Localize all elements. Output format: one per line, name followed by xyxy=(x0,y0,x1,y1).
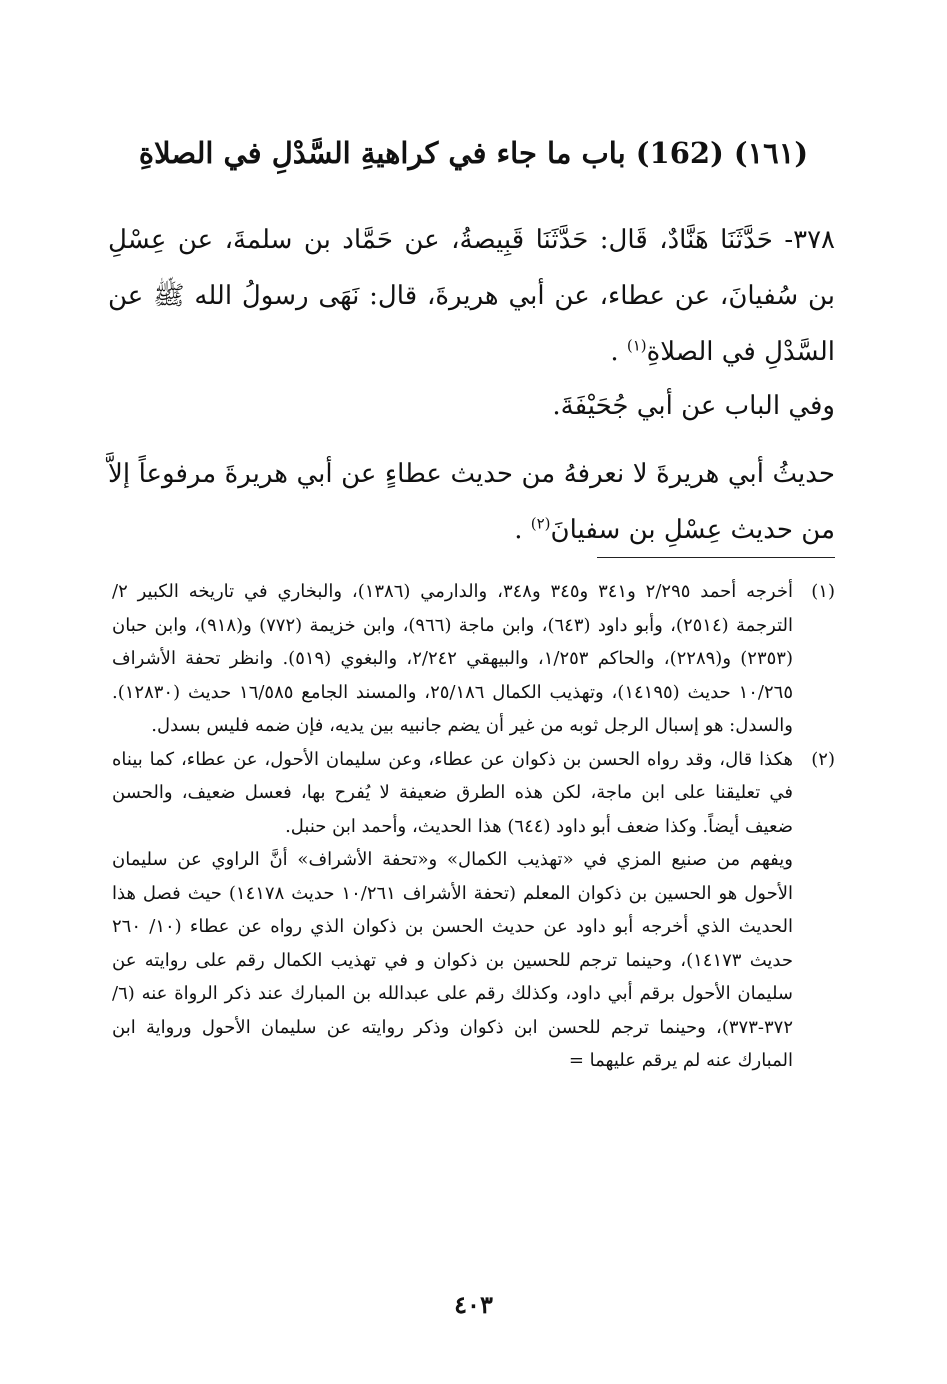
footnote-2 xyxy=(112,743,835,844)
footnote-body xyxy=(112,575,793,743)
footnote-separator xyxy=(597,557,835,558)
footnote-text: أخرجه أحمد ٢/٢٩٥ و٣٤١ و٣٤٥ و٣٤٨، والدارمي (١٣٨٦)، والبخاري في تاريخه الكبير ٢/الترجمة (٢٥١٤)، وأبو داود (٦٤٣)، وابن ماجة (٩٦٦)، وابن خزيمة (٧٧٢) و(٩١٨)، وابن حبان (٢٣٥٣) و(٢٢٨٩)، والحاكم ١/٢٥٣، والبيهقي ٢/٢٤٢، والبغوي (٥١٩). وانظر تحفة الأشراف ١٠/٢٦٥ حديث (١٤١٩٥)، وتهذيب الكمال ٢٥/١٨٦، والمسند الجامع ١٦/٥٨٥ حديث (١٢٨٣٠). والسدل: هو إسبال الرجل ثوبه من غير أن يضم جانبيه بين يديه، فإن ضمه فليس بسدل. xyxy=(112,581,793,736)
commentary-paragraph xyxy=(108,446,835,558)
bab-text: وفي الباب عن أبي جُحَيْفَةَ. xyxy=(552,391,835,421)
footnote-text: ويفهم من صنيع المزي في «تهذيب الكمال» و«تحفة الأشراف» أنَّ الراوي عن سليمان الأحول هو الحسين بن ذكوان المعلم (تحفة الأشراف ١٠/٢٦١ حديث ١٤١٧٨) حيث فصل هذا الحديث الذي أخرجه أبو داود عن حديث الحسن بن ذكوان الذي رواه عن عطاء (١٠/ ٢٦٠ حديث ١٤١٧٣)، وحينما ترجم للحسين بن ذكوان و في تهذيب الكمال رقم على روايته عن سليمان الأحول برقم أبي داود، وكذلك رقم على عبدالله بن المبارك عند ذكر الرواة عنه (٦/ ٣٧٢-٣٧٣)، وحينما ترجم للحسن ابن ذكوان وذكر روايته عن سليمان الأحول ورواية ابن المبارك عنه لم يرقم عليهما = xyxy=(112,849,794,1071)
commentary-text-end: . xyxy=(514,515,531,545)
bab-paragraph xyxy=(108,378,835,434)
footnote-text: هكذا قال، وقد رواه الحسن بن ذكوان عن عطاء، وعن سليمان الأحول، عن عطاء، كما بيناه في تعليقنا على ابن ماجة، لكن هذه الطرق ضعيفة لا يُفرح بها، فعسل ضعيف، والحسن ضعيف أيضاً. وكذا ضعف أبو داود (٦٤٤) هذا الحديث، وأحمد ابن حنبل. xyxy=(112,748,793,837)
footnote-ref-2[interactable]: (٢) xyxy=(530,514,551,533)
hadith-number: ٣٧٨- xyxy=(784,225,836,255)
hadith-text-end: . xyxy=(610,337,627,367)
hadith-paragraph xyxy=(108,212,835,380)
footnotes-section xyxy=(112,575,835,1078)
footnote-marker: (١) xyxy=(811,581,835,602)
footnote-marker: (٢) xyxy=(811,748,835,770)
footnote-2-continuation xyxy=(112,843,793,1078)
footnote-ref-1[interactable]: (١) xyxy=(626,336,647,355)
hadith-text: حَدَّثَنَا هَنَّادٌ، قَال: حَدَّثَنَا قَبِيصةُ، عن حَمَّاد بن سلمةَ، عن عِسْلِ بن سُفيانَ، عن عطاء، عن أبي هريرةَ، قال: نَهَى رسولُ الله ﷺ عن السَّدْلِ في الصلاةِ xyxy=(108,225,835,367)
commentary-text: حديثُ أبي هريرةَ لا نعرفهُ من حديث عطاءٍ عن أبي هريرةَ مرفوعاً إلاَّ من حديث عِسْلِ بن سفيانَ xyxy=(108,459,835,545)
page-number: ٤٠٣ xyxy=(454,1290,493,1319)
footnote-body xyxy=(112,743,793,844)
footnote-1 xyxy=(112,575,835,743)
chapter-title: (١٦١) (162) باب ما جاء في كراهيةِ السَّدْلِ في الصلاةِ xyxy=(138,136,809,170)
